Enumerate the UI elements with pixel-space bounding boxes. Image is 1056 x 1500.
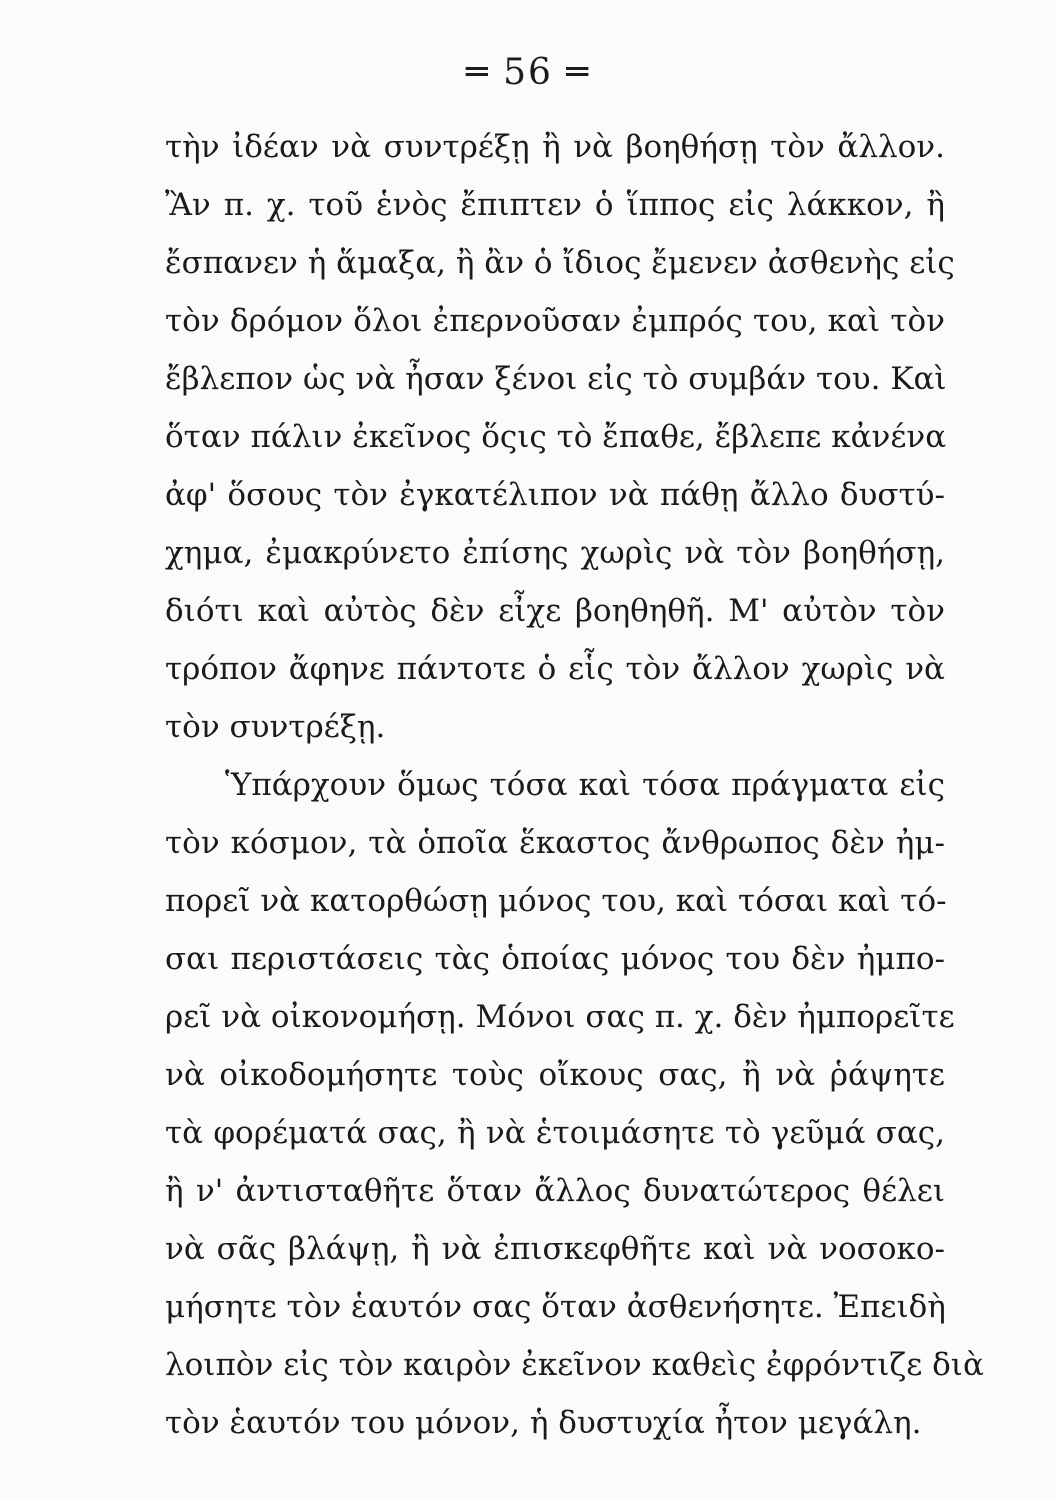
text-line: τὸν δρόμον ὅλοι ἐπερνοῦσαν ἐμπρός του, καὶ τὸν <box>165 303 945 339</box>
text-line: ἢ ν' ἀντισταθῆτε ὅταν ἄλλος δυνατώτερος θέλει <box>165 1173 945 1209</box>
text-line: ἀφ' ὅσους τὸν ἐγκατέλιπον νὰ πάθῃ ἄλλο δυστύ- <box>165 477 945 513</box>
text-line: τρόπον ἄφηνε πάντοτε ὁ εἷς τὸν ἄλλον χωρὶς νὰ <box>165 651 945 687</box>
text-line: διότι καὶ αὐτὸς δὲν εἶχε βοηθηθῆ. Μ' αὐτὸν τὸν <box>165 593 945 629</box>
text-line: τὰ φορέματά σας, ἢ νὰ ἑτοιμάσητε τὸ γεῦμά σας, <box>165 1115 945 1151</box>
paragraph-2 <box>165 756 984 1452</box>
text-line: Ἂν π. χ. τοῦ ἑνὸς ἔπιπτεν ὁ ἵππος εἰς λάκκον, ἢ <box>165 187 945 223</box>
text-line: ρεῖ νὰ οἰκονομήσῃ. Μόνοι σας π. χ. δὲν ἠμπορεῖτε <box>165 999 955 1035</box>
page-number-header: ═ 56 ═ <box>465 52 591 93</box>
text-line: νὰ οἰκοδομήσητε τοὺς οἴκους σας, ἢ νὰ ῥάψητε <box>165 1057 945 1093</box>
text-line: ὅταν πάλιν ἐκεῖνος ὅςις τὸ ἔπαθε, ἔβλεπε κἀνένα <box>165 419 947 455</box>
text-line: χημα, ἐμακρύνετο ἐπίσης χωρὶς νὰ τὸν βοηθήσῃ, <box>165 535 945 571</box>
text-line: Ὑπάρχουν ὅμως τόσα καὶ τόσα πράγματα εἰς <box>225 767 945 803</box>
text-line: σαι περιστάσεις τὰς ὁποίας μόνος του δὲν ἠμπο- <box>165 941 945 977</box>
text-line: τὸν ἑαυτόν του μόνον, ἡ δυστυχία ἦτον μεγάλη. <box>165 1405 922 1441</box>
text-line: ἔσπανεν ἡ ἅμαξα, ἢ ἂν ὁ ἴδιος ἔμενεν ἀσθενὴς εἰς <box>165 245 955 281</box>
text-line: τὴν ἰδέαν νὰ συντρέξῃ ἢ νὰ βοηθήσῃ τὸν ἄλλον. <box>165 129 945 165</box>
text-line: μήσητε τὸν ἑαυτόν σας ὅταν ἀσθενήσητε. Ἐπειδὴ <box>165 1289 946 1325</box>
body-text <box>165 118 984 1452</box>
paragraph-1 <box>165 118 955 756</box>
text-line: ἔβλεπον ὡς νὰ ἦσαν ξένοι εἰς τὸ συμβάν του. Καὶ <box>165 361 947 397</box>
text-line: τὸν συντρέξῃ. <box>165 709 386 745</box>
text-line: νὰ σᾶς βλάψῃ, ἢ νὰ ἐπισκεφθῆτε καὶ νὰ νοσοκο- <box>165 1231 945 1267</box>
text-line: λοιπὸν εἰς τὸν καιρὸν ἐκεῖνον καθεὶς ἐφρόντιζε διὰ <box>165 1347 984 1383</box>
text-line: τὸν κόσμον, τὰ ὁποῖα ἕκαστος ἄνθρωπος δὲν ἠμ- <box>165 825 945 861</box>
text-line: πορεῖ νὰ κατορθώσῃ μόνος του, καὶ τόσαι καὶ τό- <box>165 883 947 919</box>
